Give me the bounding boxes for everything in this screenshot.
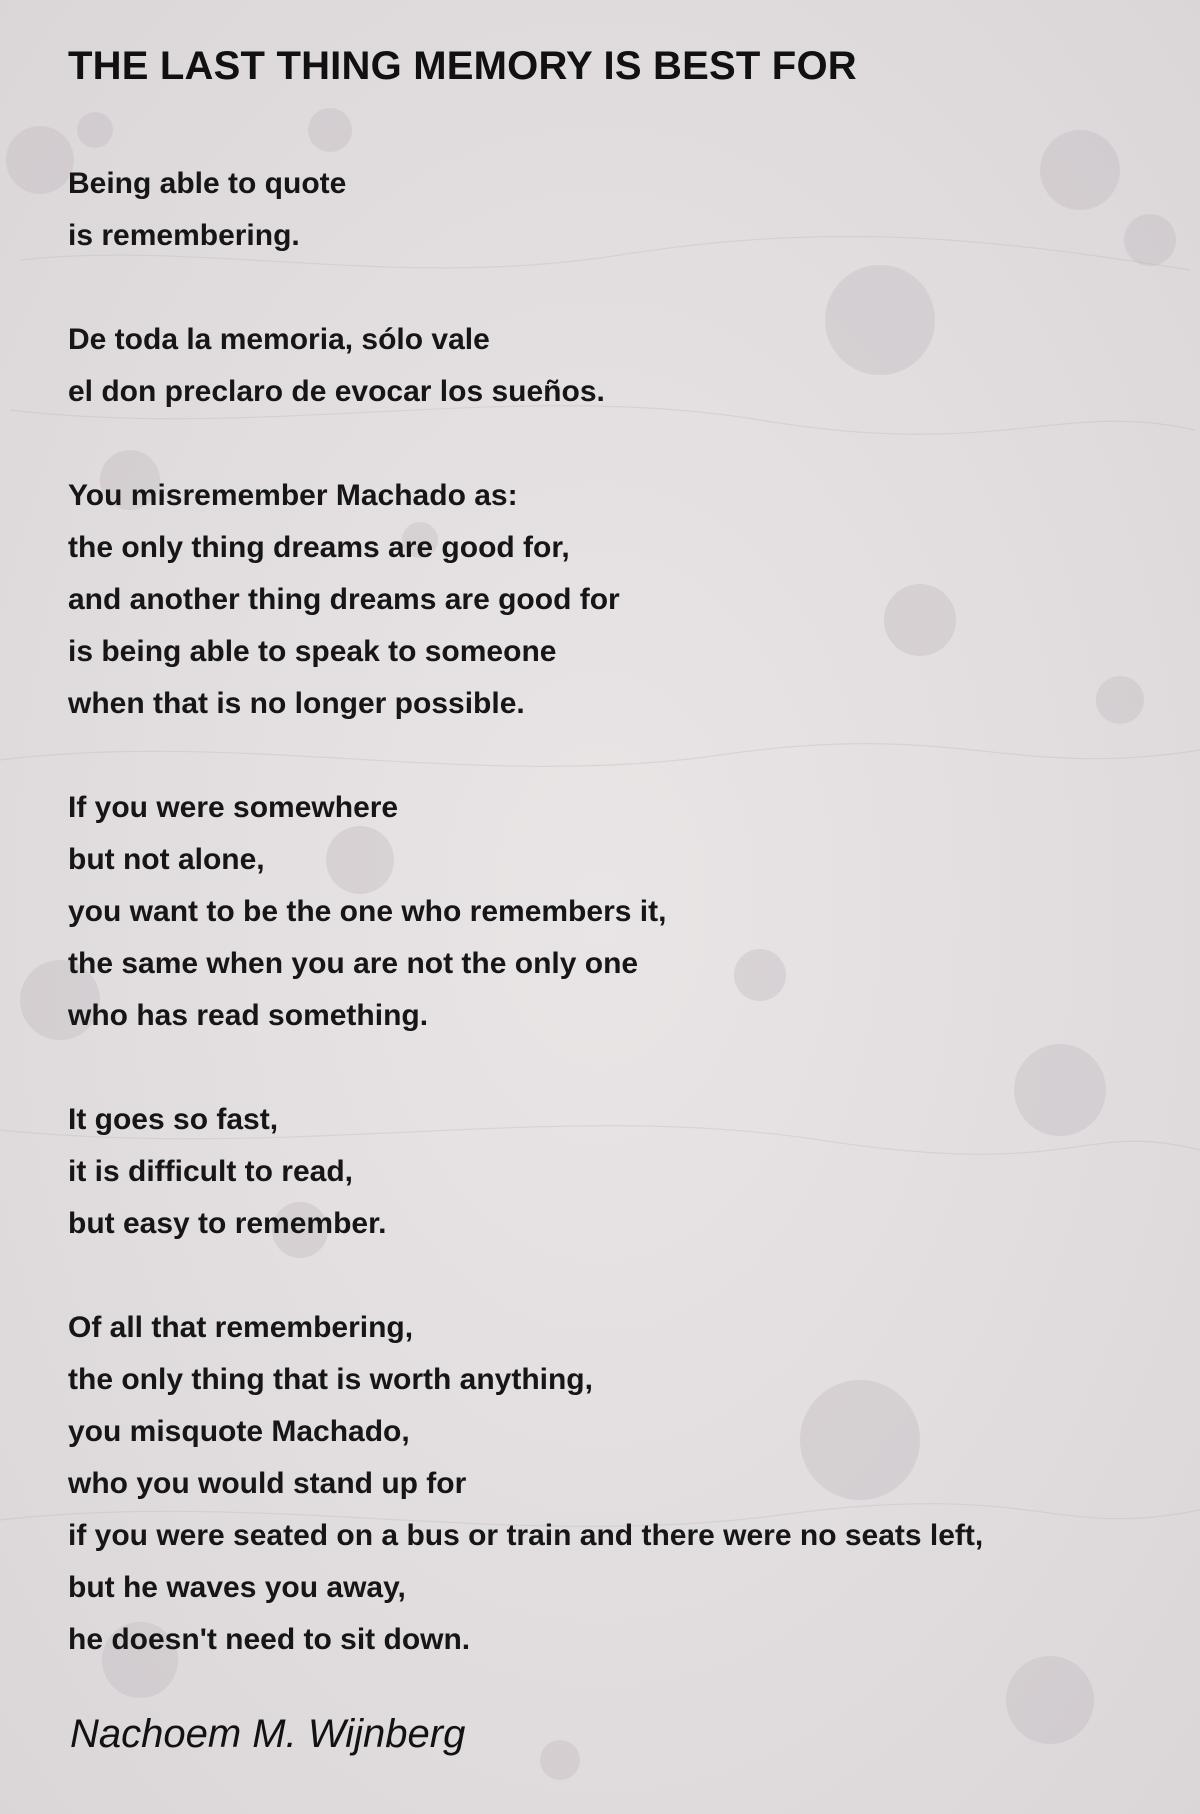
poem-line: Being able to quote xyxy=(68,167,347,200)
poem-title: THE LAST THING MEMORY IS BEST FOR xyxy=(68,44,857,88)
poem-body xyxy=(68,158,1168,1666)
poem-line: but he waves you away, xyxy=(68,1571,406,1604)
poem-line: he doesn't need to sit down. xyxy=(68,1623,471,1656)
poem-line: el don preclaro de evocar los sueños. xyxy=(68,375,605,408)
poem-line: when that is no longer possible. xyxy=(68,687,525,720)
poem-line: the same when you are not the only one xyxy=(68,947,639,980)
poem-line: if you were seated on a bus or train and there were no seats left, xyxy=(68,1519,984,1552)
poem-line: you misquote Machado, xyxy=(68,1415,410,1448)
poem-line: It goes so fast, xyxy=(68,1103,279,1136)
poem-line: is remembering. xyxy=(68,219,300,252)
poem-line: who you would stand up for xyxy=(68,1467,467,1500)
poem-stanza xyxy=(68,782,1168,1042)
poem-line: Of all that remembering, xyxy=(68,1311,414,1344)
poem-line: you want to be the one who remembers it, xyxy=(68,895,667,928)
poem-line: You misremember Machado as: xyxy=(68,479,518,512)
poem-line: the only thing that is worth anything, xyxy=(68,1363,593,1396)
poem-line: the only thing dreams are good for, xyxy=(68,531,570,564)
poem-stanza xyxy=(68,314,1168,418)
poem-author: Nachoem M. Wijnberg xyxy=(70,1712,466,1756)
poem-line: it is difficult to read, xyxy=(68,1155,354,1188)
poem-content xyxy=(68,42,1168,1718)
poem-stanza xyxy=(68,470,1168,730)
poem-line: is being able to speak to someone xyxy=(68,635,557,668)
poem-line: De toda la memoria, sólo vale xyxy=(68,323,490,356)
poem-line: and another thing dreams are good for xyxy=(68,583,620,616)
poem-line: but easy to remember. xyxy=(68,1207,387,1240)
poem-line: If you were somewhere xyxy=(68,791,399,824)
poem-stanza xyxy=(68,158,1168,262)
poem-stanza xyxy=(68,1094,1168,1250)
poem-line: but not alone, xyxy=(68,843,265,876)
poem-stanza xyxy=(68,1302,1168,1666)
poem-line: who has read something. xyxy=(68,999,429,1032)
